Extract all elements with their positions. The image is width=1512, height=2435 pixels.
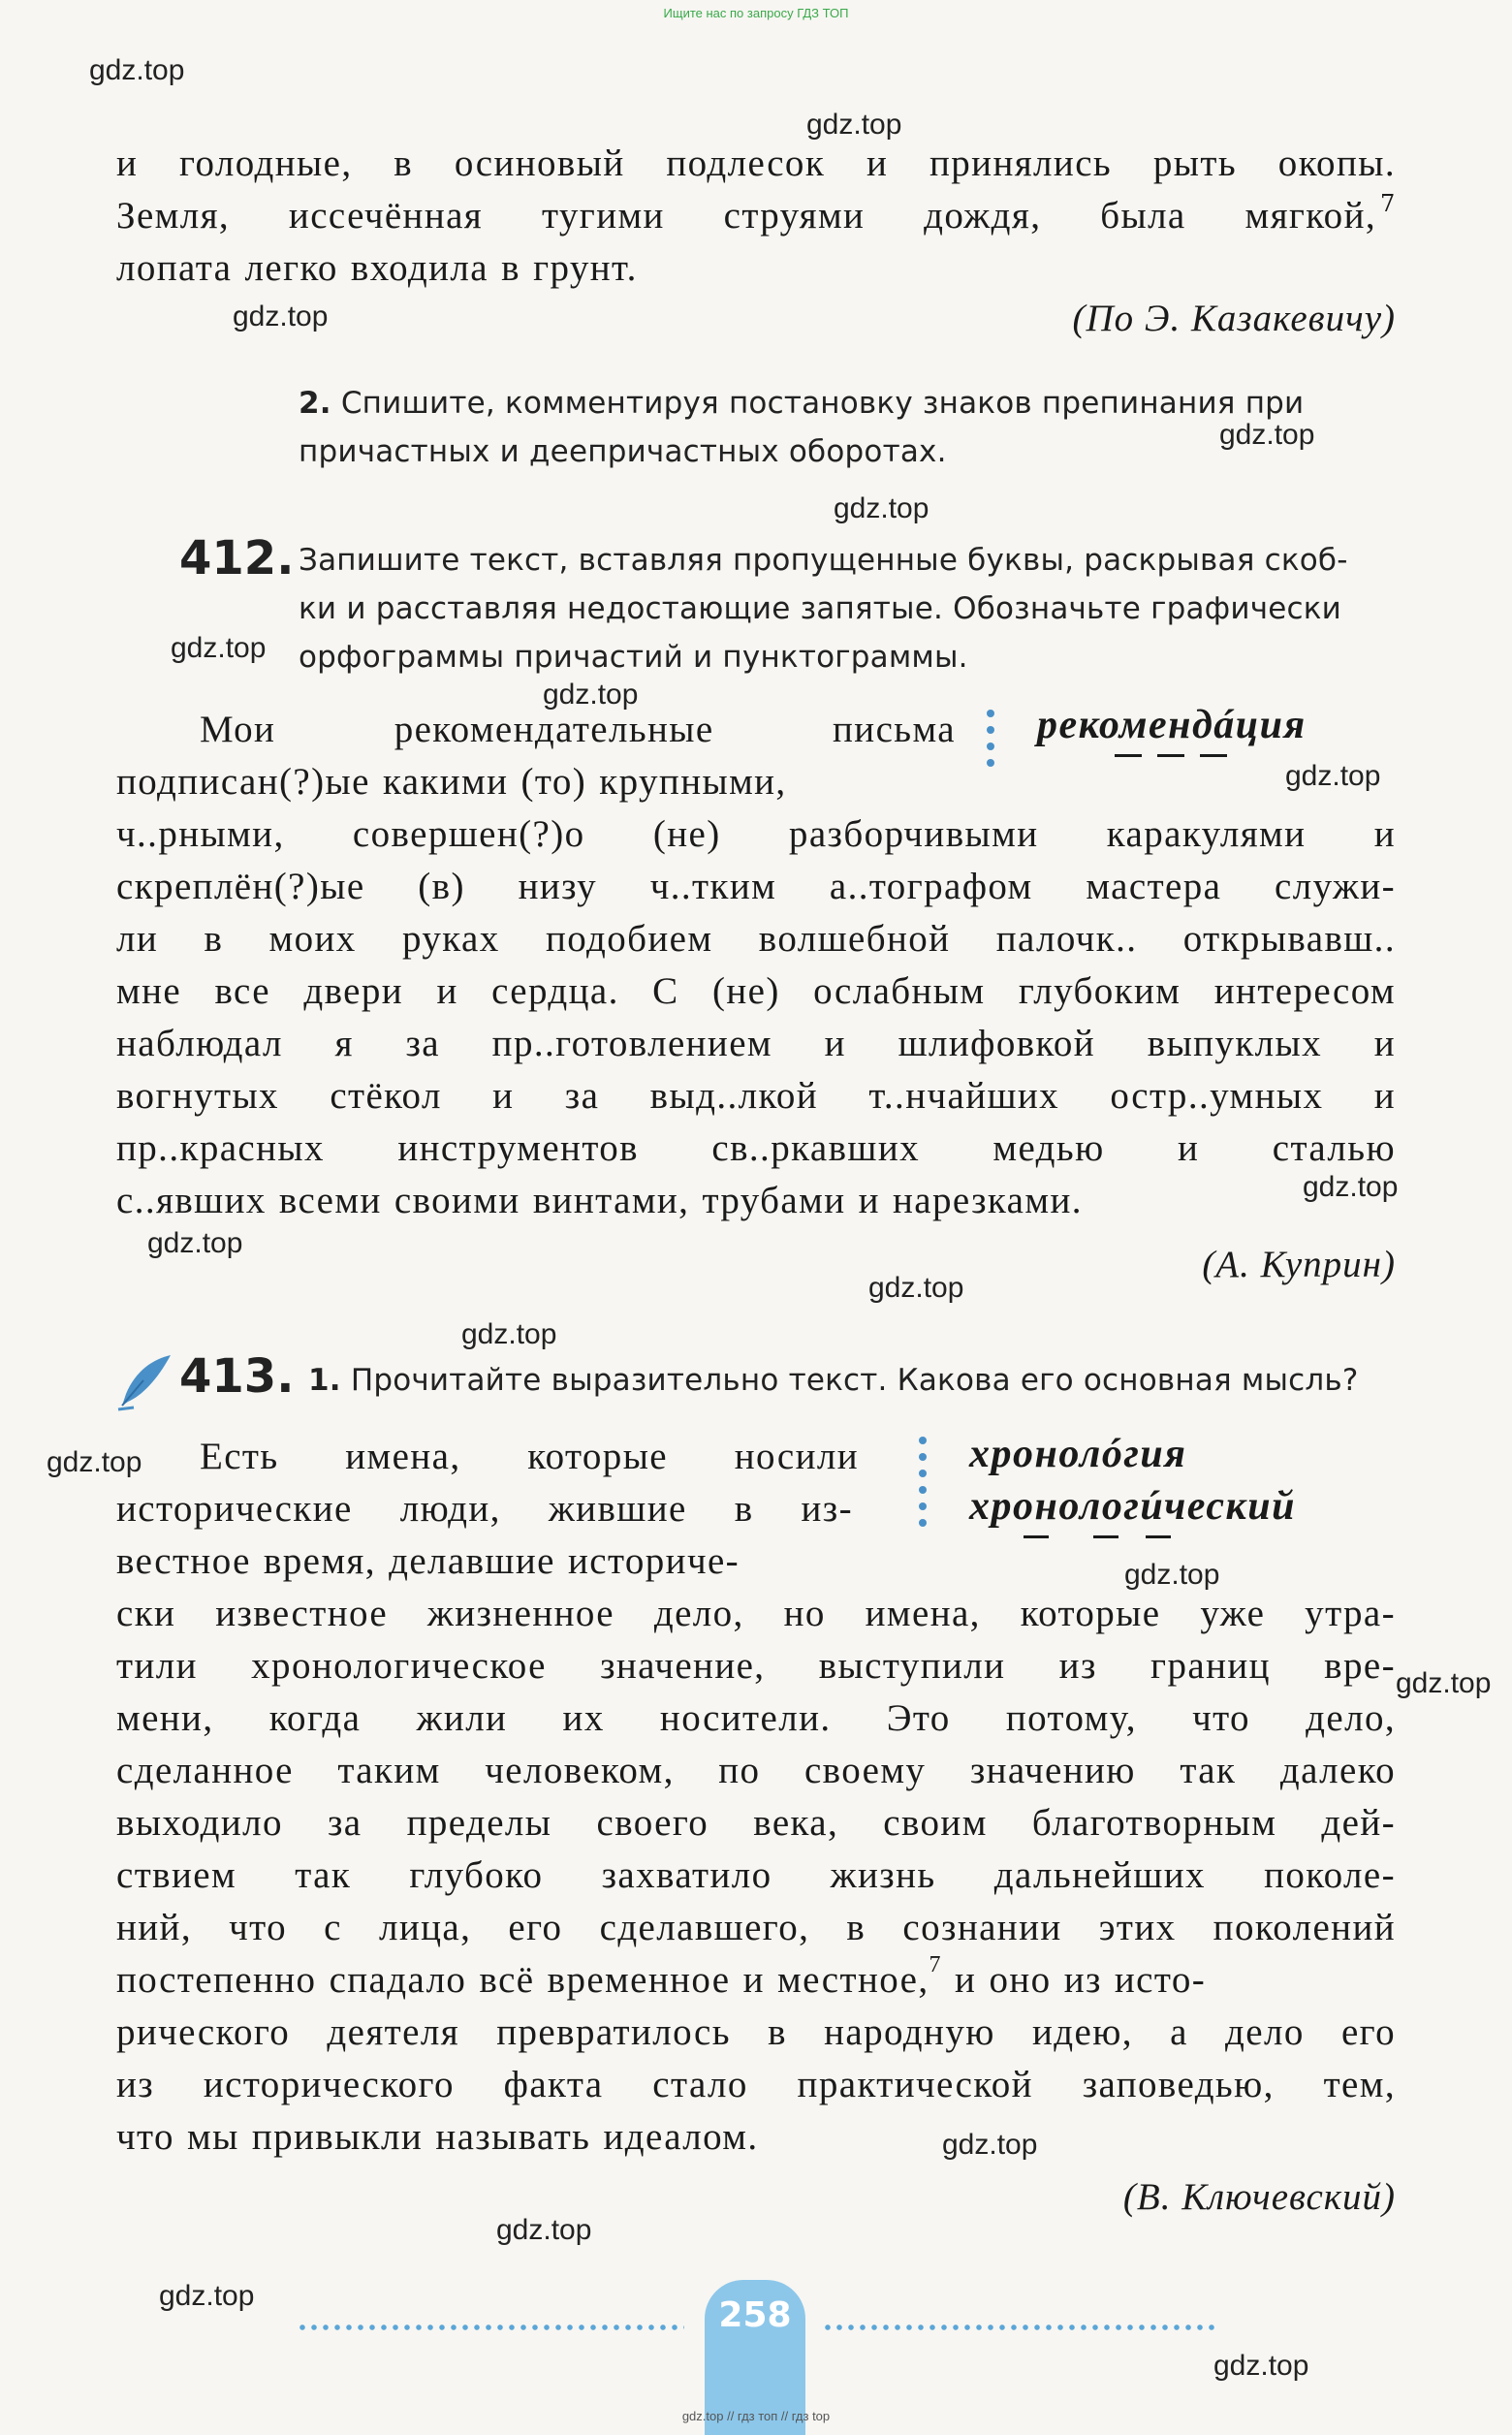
text-line: ч..рными, совершен(?)о (не) разборчивыми каракулями и	[116, 813, 1396, 855]
watermark: gdz.top	[868, 1272, 964, 1304]
text-line: вестное время, делавшие историче-	[116, 1540, 740, 1582]
text-line: вогнутых стёкол и за выд..лкой т..нчайших остр..умных и	[116, 1075, 1396, 1117]
instruction-line: 1. Прочитайте выразительно текст. Какова его основная мысль?	[308, 1363, 1359, 1398]
text-line: что мы привыкли называть идеалом.	[116, 2116, 759, 2158]
text-line: ний, что с лица, его сделавшего, в сознании этих поколений	[116, 1907, 1396, 1948]
subtask-number: 2.	[299, 386, 331, 421]
orthogram-mark	[1024, 1535, 1049, 1538]
dictionary-word: хронологúческий	[969, 1484, 1296, 1529]
dictionary-word: хронолóгия	[969, 1432, 1187, 1476]
instruction-line: ки и расставляя недостающие запятые. Обозначьте графически	[299, 591, 1342, 626]
subtask-number: 1.	[308, 1363, 341, 1398]
watermark: gdz.top	[806, 109, 902, 141]
text-line: Земля, иссечённая тугими струями дождя, была мягкой,	[116, 195, 1376, 237]
task-number: 412.	[179, 531, 295, 585]
text-line: тили хронологическое значение, выступили из границ вре-	[116, 1645, 1396, 1687]
instruction-line: орфограммы причастий и пунктограммы.	[299, 640, 968, 675]
text-line: ствием так глубоко захватило жизнь дальнейших поколе-	[116, 1854, 1396, 1896]
watermark: gdz.top	[89, 54, 185, 86]
text-line: подписан(?)ые какими (то) крупными,	[116, 761, 787, 803]
text-line: ли в моих руках подобием волшебной палочк.. открывавш..	[116, 918, 1396, 960]
footnote-mark: 7	[929, 1952, 942, 1977]
orthogram-mark	[1146, 1535, 1171, 1538]
watermark: gdz.top	[834, 492, 929, 524]
orthogram-mark	[1157, 754, 1184, 757]
watermark: gdz.top	[1285, 760, 1381, 792]
text-line: скреплён(?)ые (в) низу ч..тким а..тографом мастера служи-	[116, 866, 1396, 907]
subtask-line: причастных и деепричастных оборотах.	[299, 434, 947, 469]
text-line: Есть имена, которые носили	[200, 1436, 859, 1477]
dictionary-separator	[919, 1437, 929, 1535]
text-line: ски известное жизненное дело, но имена, которые уже утра-	[116, 1593, 1396, 1634]
footer-dotted-line	[297, 2324, 684, 2330]
watermark: gdz.top	[233, 300, 329, 332]
footnote-mark: 7	[1380, 190, 1396, 217]
watermark: gdz.top	[171, 632, 267, 664]
watermark: gdz.top	[496, 2214, 592, 2246]
text-line: рического деятеля превратилось в народную идею, а дело его	[116, 2011, 1396, 2053]
text-line: мени, когда жили их носители. Это потому, что дело,	[116, 1697, 1396, 1739]
text-line: мне все двери и сердца. С (не) ослабным глубоким интересом	[116, 970, 1396, 1012]
orthogram-mark	[1200, 754, 1227, 757]
watermark: gdz.top	[1303, 1171, 1399, 1203]
text-line: сделанное таким человеком, по своему значению так далеко	[116, 1750, 1396, 1791]
text-line: выходило за пределы своего века, своим благотворным дей-	[116, 1802, 1396, 1844]
watermark: gdz.top	[1219, 419, 1315, 451]
text-line: наблюдал я за пр..готовлением и шлифовкой выпуклых и	[116, 1023, 1396, 1064]
instruction-line: Запишите текст, вставляя пропущенные буквы, раскрывая скоб-	[299, 543, 1348, 578]
text-line: пр..красных инструментов св..ркавших медью и сталью	[116, 1127, 1396, 1169]
text-line: исторические люди, жившие в из-	[116, 1488, 853, 1530]
task-number: 413.	[179, 1349, 295, 1404]
watermark: gdz.top	[942, 2129, 1038, 2161]
quill-icon	[114, 1351, 174, 1411]
watermark: gdz.top	[1124, 1559, 1220, 1591]
source-attribution: (По Э. Казакевичу)	[1072, 298, 1396, 339]
watermark: gdz.top	[1396, 1667, 1492, 1699]
watermark: gdz.top	[159, 2280, 255, 2312]
text-line: с..явших всеми своими винтами, трубами и нарезками.	[116, 1180, 1083, 1221]
watermark: gdz.top	[147, 1227, 243, 1259]
page-number: 258	[718, 2295, 792, 2335]
top-banner[interactable]: Ищите нас по запросу ГДЗ ТОП	[663, 6, 849, 20]
text-line: лопата легко входила в грунт.	[116, 247, 638, 289]
text-line: из исторического факта стало практической заповедью, тем,	[116, 2064, 1396, 2105]
watermark: gdz.top	[461, 1318, 557, 1350]
footer-dotted-line	[822, 2324, 1215, 2330]
text-line: постепенно спадало всё временное и местное,$^7$ и оно из исто-	[116, 1952, 1207, 2001]
text-line: и голодные, в осиновый подлесок и принялись рыть окопы.	[116, 142, 1396, 184]
dictionary-word: рекомендáция	[1037, 703, 1307, 747]
watermark: gdz.top	[47, 1446, 142, 1478]
watermark: gdz.top	[1213, 2350, 1309, 2382]
subtask-line: 2. Спишите, комментируя постановку знаков препинания при	[299, 386, 1305, 421]
bottom-banner[interactable]: gdz.top // гдз топ // гдз top	[681, 2409, 831, 2423]
orthogram-mark	[1093, 1535, 1118, 1538]
watermark: gdz.top	[543, 679, 639, 711]
text-line: Мои рекомендательные письма	[200, 709, 956, 750]
orthogram-mark	[1115, 754, 1142, 757]
source-attribution: (В. Ключевский)	[1122, 2176, 1396, 2218]
source-attribution: (А. Куприн)	[1202, 1244, 1396, 1285]
